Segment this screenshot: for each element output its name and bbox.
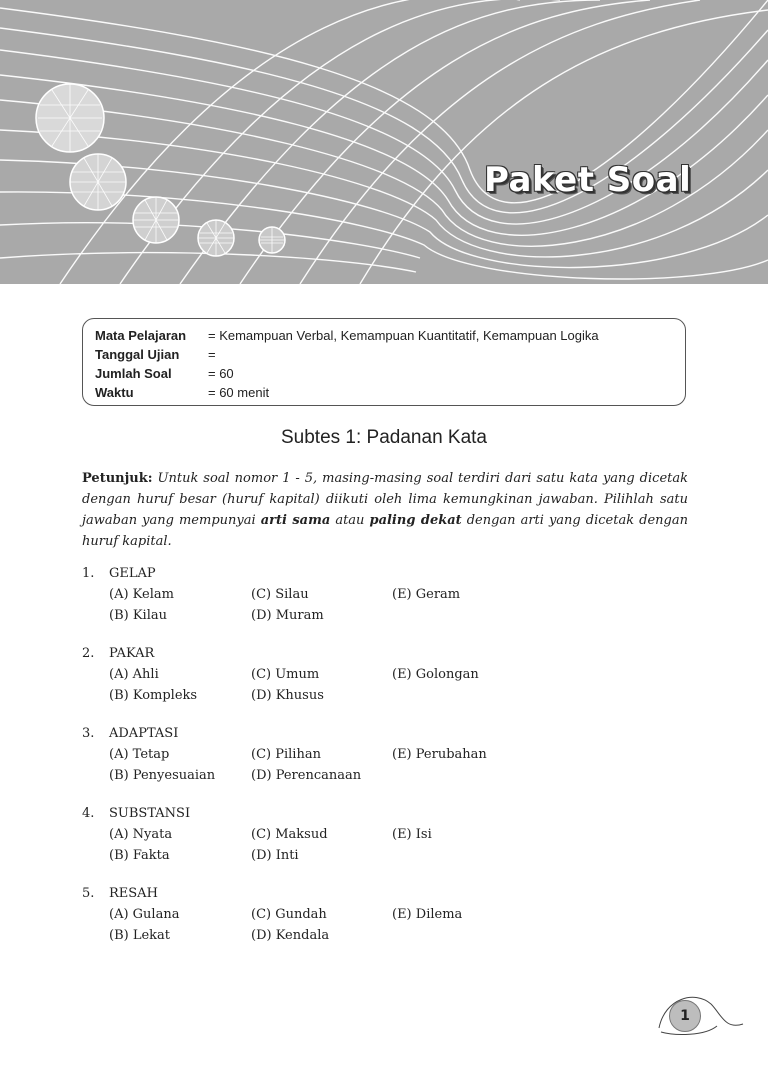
info-label: Tanggal Ujian xyxy=(95,347,180,362)
question-list xyxy=(82,563,688,963)
info-value: = Kemampuan Verbal, Kemampuan Kuantitatif, Kemampuan Logika xyxy=(208,328,599,343)
question-item xyxy=(82,803,688,883)
question-item xyxy=(82,643,688,723)
decorative-curves xyxy=(0,0,768,284)
page-title: Paket Soal xyxy=(484,160,692,200)
header-banner xyxy=(0,0,768,284)
option-d[interactable]: (D) Khusus xyxy=(251,688,324,703)
option-c[interactable]: (C) Pilihan xyxy=(251,747,321,762)
option-c[interactable]: (C) Maksud xyxy=(251,827,328,842)
option-b[interactable]: (B) Penyesuaian xyxy=(109,768,216,783)
option-b[interactable]: (B) Kilau xyxy=(109,608,167,623)
option-b[interactable]: (B) Fakta xyxy=(109,848,170,863)
info-value: = xyxy=(208,347,216,362)
option-a[interactable]: (A) Tetap xyxy=(109,747,170,762)
question-word: RESAH xyxy=(109,886,158,901)
question-number: 2. xyxy=(82,646,95,661)
option-a[interactable]: (A) Nyata xyxy=(109,827,173,842)
info-row-time xyxy=(95,383,685,402)
info-label: Jumlah Soal xyxy=(95,366,172,381)
option-e[interactable]: (E) Geram xyxy=(392,587,461,602)
question-number: 5. xyxy=(82,886,95,901)
option-a[interactable]: (A) Ahli xyxy=(109,667,159,682)
instructions-bold-1: arti sama xyxy=(260,513,331,528)
question-item xyxy=(82,883,688,963)
option-d[interactable]: (D) Muram xyxy=(251,608,324,623)
question-number: 4. xyxy=(82,806,95,821)
info-row-count xyxy=(95,364,685,383)
option-e[interactable]: (E) Golongan xyxy=(392,667,479,682)
instructions-text-2: atau xyxy=(335,513,365,528)
option-c[interactable]: (C) Gundah xyxy=(251,907,327,922)
option-c[interactable]: (C) Umum xyxy=(251,667,320,682)
question-word: GELAP xyxy=(109,566,156,581)
option-a[interactable]: (A) Kelam xyxy=(109,587,174,602)
page-number: 1 xyxy=(669,1000,701,1032)
instructions-text-3: dengan arti yang dicetak dengan huruf kapital. xyxy=(82,513,688,549)
option-a[interactable]: (A) Gulana xyxy=(109,907,180,922)
instructions-text-1: Untuk soal nomor 1 - 5, masing-masing soal terdiri dari satu kata yang dicetak dengan huruf besar (huruf kapital) diikuti oleh lima kemungkinan jawaban. Pilihlah satu jawaban yang mempunyai xyxy=(82,471,688,528)
option-b[interactable]: (B) Lekat xyxy=(109,928,171,943)
info-value: = 60 menit xyxy=(208,385,270,400)
question-word: PAKAR xyxy=(109,646,155,661)
option-e[interactable]: (E) Dilema xyxy=(392,907,463,922)
question-number: 1. xyxy=(82,566,95,581)
option-b[interactable]: (B) Kompleks xyxy=(109,688,198,703)
info-row-date xyxy=(95,345,685,364)
option-d[interactable]: (D) Inti xyxy=(251,848,299,863)
question-word: ADAPTASI xyxy=(109,726,179,741)
question-item xyxy=(82,563,688,643)
instructions xyxy=(82,468,688,552)
option-e[interactable]: (E) Isi xyxy=(392,827,432,842)
info-row-subject xyxy=(95,326,685,345)
question-number: 3. xyxy=(82,726,95,741)
exam-info-box xyxy=(82,318,686,406)
page-number-badge xyxy=(655,990,745,1040)
instructions-bold-2: paling dekat xyxy=(369,513,462,528)
instructions-lead: Petunjuk: xyxy=(82,471,153,486)
info-value: = 60 xyxy=(208,366,234,381)
subtest-title: Subtes 1: Padanan Kata xyxy=(281,427,487,448)
question-item xyxy=(82,723,688,803)
option-c[interactable]: (C) Silau xyxy=(251,587,309,602)
info-label: Waktu xyxy=(95,385,134,400)
option-e[interactable]: (E) Perubahan xyxy=(392,747,487,762)
option-d[interactable]: (D) Perencanaan xyxy=(251,768,362,783)
option-d[interactable]: (D) Kendala xyxy=(251,928,330,943)
question-word: SUBSTANSI xyxy=(109,806,191,821)
info-label: Mata Pelajaran xyxy=(95,328,187,343)
